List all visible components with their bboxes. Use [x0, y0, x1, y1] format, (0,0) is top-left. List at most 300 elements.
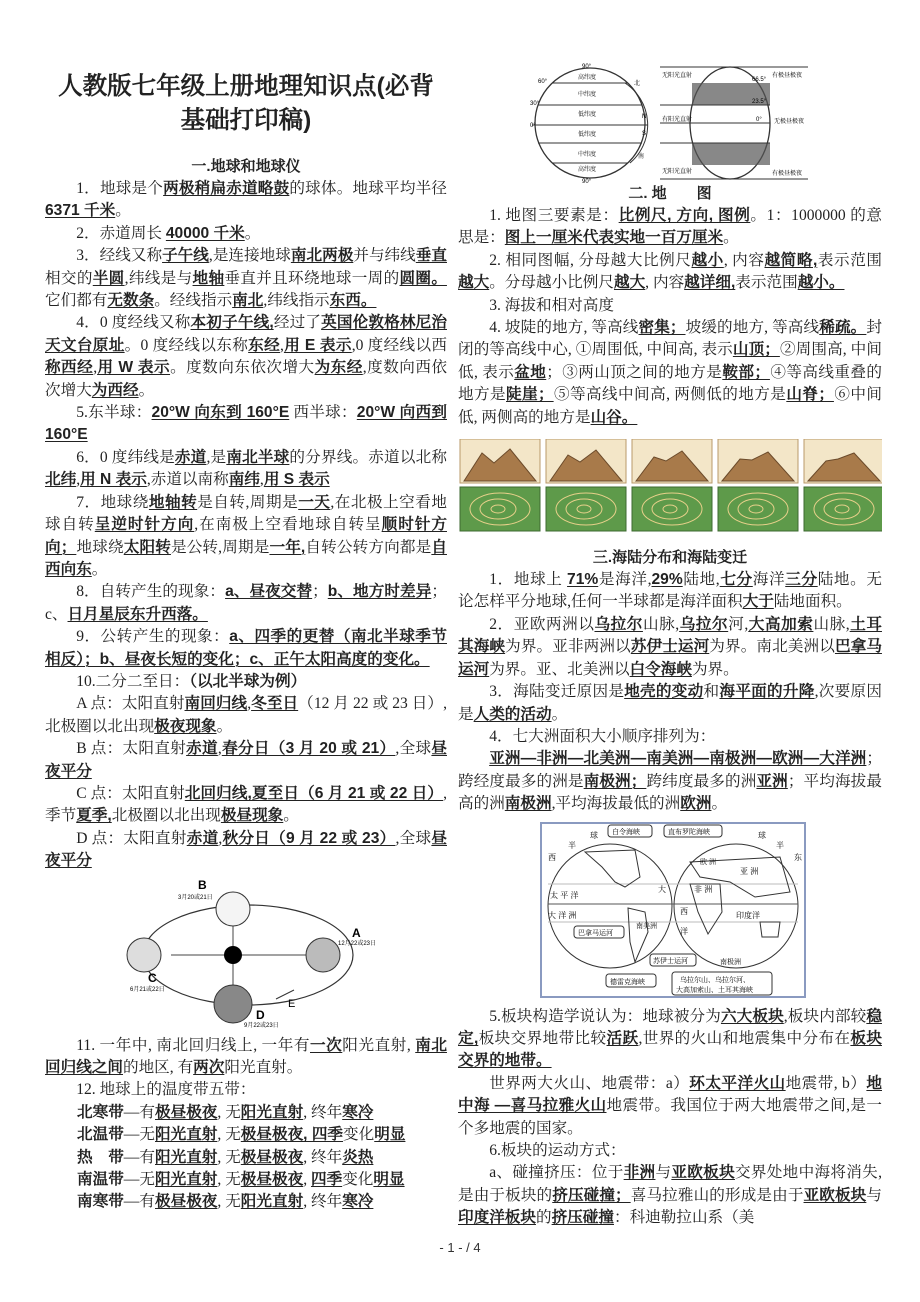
svg-text:30°: 30°: [530, 101, 540, 107]
body-text: 。: [216, 717, 233, 735]
body-text: 的球体。地球平均半径: [289, 180, 447, 197]
body-text: 变化: [343, 1126, 375, 1144]
key-term: 地壳的变动: [624, 683, 704, 701]
paragraph-point-b: [45, 738, 447, 783]
earth-orbit-figure: [116, 879, 376, 1029]
terrain-panel: [460, 439, 540, 531]
body-text: ,: [217, 740, 222, 758]
left-column: [45, 0, 447, 1214]
svg-text:大 洋 洲: 大 洋 洲: [548, 910, 577, 920]
body-text: , 内容: [645, 274, 685, 292]
body-text: 1．地球是个: [76, 180, 164, 197]
bold-text: 北温带: [77, 1126, 124, 1144]
body-text: 4. 坡陡的地方, 等高线: [489, 319, 639, 337]
key-term: 板块交界的地带。: [458, 1029, 882, 1070]
key-term: 极昼极夜: [155, 1103, 218, 1121]
key-term: 南北: [232, 292, 264, 310]
body-text: ④等高线重叠的地方是: [458, 363, 882, 404]
sun-icon: [224, 946, 242, 964]
body-text: 是公转,周期是: [170, 538, 270, 556]
terrain-panel: [546, 439, 626, 531]
body-text: 为界。亚、北美洲以: [489, 660, 630, 678]
zone-south-frigid: [45, 1191, 447, 1213]
svg-text:巴拿马运河: 巴拿马运河: [578, 929, 613, 937]
key-term: 两极稍扁赤道略鼓: [163, 180, 290, 197]
terrain-contour-figure: [458, 439, 882, 533]
svg-text:白令海峡: 白令海峡: [612, 828, 640, 836]
svg-text:0°: 0°: [756, 117, 762, 123]
key-term: 越大: [613, 274, 646, 292]
body-text: —有: [123, 1193, 155, 1211]
svg-text:中纬度: 中纬度: [578, 152, 597, 158]
zone-tropical: [45, 1147, 447, 1169]
key-term: 乌拉尔: [679, 615, 729, 633]
key-term: 赤道: [186, 740, 218, 758]
paragraph-point-d: [45, 828, 447, 873]
body-text: 的分界线。赤道以北称: [289, 448, 447, 466]
key-term: 亚欧板块: [671, 1164, 735, 1182]
body-text: ,全球: [395, 829, 432, 847]
svg-text:66.5°: 66.5°: [752, 77, 767, 83]
paragraph-rotation-effects: [45, 581, 447, 626]
key-term: 两次: [193, 1059, 225, 1076]
key-term: 冬至日: [251, 695, 299, 713]
paragraph-earth-shape: [45, 178, 447, 223]
key-term: 北纬: [45, 471, 77, 489]
body-text: 为界。亚非两洲以: [505, 638, 631, 656]
body-text: 北极圈以北出现: [111, 807, 221, 825]
body-text: —无: [123, 1171, 155, 1189]
body-text: 2．亚欧两洲以: [489, 615, 595, 633]
key-term: 赤道: [186, 829, 219, 847]
body-text: ,是: [206, 448, 227, 466]
right-column: [458, 0, 882, 1230]
svg-text:南: 南: [638, 154, 645, 160]
key-term: 日月星辰东升西落。: [67, 605, 208, 623]
body-text: 8．自转产生的现象：: [76, 583, 226, 601]
body-text: , 终年: [303, 1103, 343, 1121]
paragraph-altitude: [458, 295, 882, 317]
key-term: 春分日（3 月 20 或 21）: [221, 740, 396, 758]
svg-text:N: N: [642, 114, 647, 120]
body-text: ,度数向西依次增大: [45, 359, 447, 399]
key-term: 密集；: [638, 319, 686, 337]
body-text: —有: [123, 1103, 155, 1121]
svg-text:北: 北: [634, 81, 641, 87]
body-text: ,全球: [395, 740, 432, 758]
body-text: 10.二分二至日：: [76, 672, 190, 690]
paragraph-land-sea-change: [458, 681, 882, 726]
svg-text:高纬度: 高纬度: [578, 167, 597, 173]
key-term: 比例尺, 方向, 图例: [618, 207, 751, 224]
key-term: 秋分日（9 月 22 或 23）: [222, 829, 396, 847]
section-heading-maps: 二. 地 图: [628, 185, 712, 202]
body-text: ,是连接地球: [208, 247, 291, 265]
key-term: 南极洲: [504, 795, 552, 813]
body-text: 1．地球上: [489, 571, 568, 589]
body-text: 地震带, b）: [785, 1074, 867, 1092]
body-text: ；平均海拔最高的洲: [458, 772, 882, 813]
title-line-2: 基础打印稿): [180, 107, 312, 134]
paragraph-point-a: [45, 693, 447, 738]
body-text: 山脉,: [813, 615, 850, 633]
key-term: b、地方时差异: [327, 583, 432, 601]
body-text: ,平均海拔最低的洲: [551, 795, 681, 813]
orbit-label-a: A: [352, 925, 361, 940]
key-term: 鞍部；: [722, 363, 770, 381]
body-text: ,纬线指示: [263, 292, 330, 310]
body-text: B 点：太阳直射: [76, 740, 187, 758]
body-text: 西半球：: [289, 404, 357, 422]
key-term: 极昼极夜: [240, 1148, 304, 1166]
key-term: 阳光直射: [240, 1193, 304, 1211]
body-text: 封闭的等高线中心, ①周围低, 中间高, 表示: [458, 319, 882, 359]
zone-north-frigid: [45, 1102, 447, 1124]
key-term: 无数条: [107, 292, 155, 310]
body-text: 自转公转方向都是: [305, 538, 432, 556]
orbit-date-d: 9月22或23日: [244, 1022, 279, 1029]
body-text: 。: [91, 560, 108, 578]
svg-text:球: 球: [758, 830, 766, 840]
svg-text:亚 洲: 亚 洲: [740, 866, 759, 876]
key-term: 四季: [310, 1171, 343, 1189]
key-term: 南回归线: [184, 695, 248, 713]
globe-b: [216, 892, 250, 926]
key-term: 一次: [310, 1036, 343, 1054]
key-term: 一年,: [269, 538, 306, 556]
body-text: 6．0 度纬线是: [76, 448, 175, 466]
body-text: ,纬线是与: [124, 269, 193, 287]
body-text: 表示范围: [735, 274, 798, 292]
svg-text:23.5°: 23.5°: [752, 99, 767, 105]
svg-text:60°: 60°: [538, 79, 548, 85]
key-term: 大于: [742, 593, 774, 611]
svg-text:南美洲: 南美洲: [636, 922, 657, 930]
key-term: 人类的活动: [473, 705, 552, 723]
svg-text:有极昼极夜: 有极昼极夜: [772, 171, 803, 177]
body-text: 海洋: [752, 571, 786, 589]
key-term: 越小。: [797, 274, 845, 292]
body-text: 经过了: [273, 314, 322, 332]
svg-text:90°: 90°: [582, 179, 592, 183]
key-term: 越详细,: [684, 274, 736, 292]
body-text: 的: [535, 1209, 552, 1227]
key-term: 苏伊士运河: [630, 638, 710, 656]
body-text: 1. 地图三要素是：: [489, 207, 619, 224]
body-text: 相交的: [45, 269, 93, 287]
paragraph-prime-meridian: [45, 312, 447, 402]
key-term: 越小: [691, 251, 724, 269]
paragraph-equator: [45, 223, 447, 245]
body-text: ,: [259, 471, 264, 489]
body-text: ,季节: [45, 784, 447, 825]
body-text: 坡缓的地方, 等高线: [685, 319, 820, 337]
paragraph-rotation: [45, 492, 447, 582]
key-term: 本初子午线,: [190, 314, 274, 332]
key-term: 稳定,: [458, 1007, 882, 1047]
key-term: 南极洲；: [583, 772, 647, 790]
svg-text:90°: 90°: [582, 64, 592, 70]
latitude-zones-figure: [530, 63, 810, 183]
key-term: 挤压碰撞: [551, 1209, 614, 1227]
body-text: 。: [244, 224, 261, 242]
body-text: , 终年: [303, 1193, 343, 1211]
key-term: 土耳其海峡: [458, 615, 882, 656]
body-text: A 点：太阳直射: [76, 695, 185, 713]
paragraph-point-c: [45, 783, 447, 828]
key-term: 赤道: [174, 448, 207, 466]
svg-text:洋: 洋: [680, 926, 688, 936]
key-term: 陡崖；: [506, 386, 554, 404]
svg-text:德雷克海峡: 德雷克海峡: [610, 978, 645, 986]
body-text: 2. 相同图幅, 分母越大比例尺: [489, 251, 692, 269]
body-text: 地震带。我国位于两大地震带之间,是一个多地震的国家。: [458, 1097, 882, 1137]
body-text: ；c、: [45, 583, 447, 623]
body-text: , 内容: [723, 251, 765, 269]
zone-south-temperate: [45, 1169, 447, 1191]
svg-text:有阳光直射: 有阳光直射: [662, 117, 693, 123]
key-term: 6371 千米: [45, 202, 116, 220]
orbit-label-e: E: [288, 997, 296, 1010]
bold-text: （以北半球为例）: [189, 672, 307, 690]
section-heading-land-sea: 三.海陆分布和海陆变迁: [592, 549, 748, 567]
svg-text:大高加索山、土耳其海峡: 大高加索山、土耳其海峡: [676, 986, 753, 994]
body-text: D 点：太阳直射: [76, 829, 187, 847]
key-term: 阳光直射: [155, 1148, 218, 1166]
body-text: 地球绕: [76, 538, 124, 556]
body-text: 陆地,: [682, 571, 720, 589]
key-term: 极昼极夜: [240, 1171, 304, 1189]
svg-text:高纬度: 高纬度: [578, 75, 597, 81]
body-text: —无: [123, 1126, 155, 1144]
key-term: 极夜现象: [154, 717, 217, 735]
body-text: 3．海陆变迁原因是: [489, 683, 625, 701]
key-term: 寒冷: [342, 1103, 374, 1121]
body-text: ,: [280, 336, 284, 354]
body-text: 跨纬度最多的洲: [646, 772, 757, 790]
key-term: 乌拉尔: [594, 615, 643, 633]
key-term: 20°W 向西到 160°E: [45, 404, 447, 444]
key-term: 七分: [719, 571, 753, 589]
paragraph-plate-tectonics: [458, 1006, 882, 1073]
key-term: 阳光直射: [155, 1126, 218, 1144]
body-text: 。: [283, 807, 299, 825]
key-term: 海平面的升降: [719, 683, 815, 701]
orbit-label-b: B: [198, 878, 207, 892]
key-term: 山谷。: [590, 408, 638, 426]
svg-text:S: S: [642, 131, 647, 137]
key-term: 炎热: [342, 1148, 374, 1166]
body-text: 是海洋,: [598, 571, 652, 589]
body-text: 11. 一年中, 南北回归线上, 一年有: [76, 1036, 310, 1054]
key-term: 南北两极: [290, 247, 354, 265]
key-term: 用 W 表示: [97, 359, 171, 377]
body-text: 它们都有: [45, 292, 108, 310]
svg-text:欧 洲: 欧 洲: [700, 858, 716, 866]
body-text: ,0 度经线以西: [351, 336, 447, 354]
paragraph-map-elements: [458, 205, 882, 250]
body-text: 9．公转产生的现象：: [76, 628, 230, 646]
body-text: 为界。: [691, 660, 739, 678]
body-text: , 终年: [303, 1148, 343, 1166]
key-term: 71%: [567, 571, 599, 589]
key-term: a、四季的更替（南北半球季节相反）；b、昼夜长短的变化；c、正午太阳高度的变化。: [45, 628, 447, 668]
key-term: 20°W 向东到 160°E: [151, 404, 290, 422]
key-term: 极昼现象: [220, 807, 284, 825]
paragraph-plate-movement: [458, 1140, 882, 1162]
title-line-1: 人教版七年级上册地理知识点(必背: [58, 73, 434, 100]
body-text: 与: [655, 1164, 672, 1182]
svg-text:无阳光直射: 无阳光直射: [662, 73, 693, 79]
body-text: 3．经线又称: [76, 247, 163, 265]
paragraph-seismic-belts: [458, 1073, 882, 1140]
paragraph-hemispheres: [45, 402, 447, 447]
body-text: , 无: [217, 1148, 241, 1166]
body-text: , 无: [217, 1171, 241, 1189]
bold-text: 热 带: [77, 1148, 124, 1166]
key-term: 稀疏。: [819, 319, 867, 337]
body-text: ,世界的火山和地震集中分布在: [638, 1029, 851, 1047]
paragraph-continent-list: [458, 748, 882, 815]
body-text: —有: [123, 1148, 155, 1166]
body-text: 。: [551, 705, 568, 723]
body-text: ,赤道以南称: [146, 471, 229, 489]
paragraph-revolution-effects: [45, 626, 447, 671]
key-term: 东西。: [329, 292, 377, 310]
body-text: , 无: [217, 1126, 241, 1144]
key-term: 南北回归线之间: [45, 1036, 447, 1076]
section-heading-earth: 一.地球和地球仪: [191, 158, 301, 175]
svg-text:印度洋: 印度洋: [736, 910, 760, 920]
key-term: 地中海 —喜马拉雅火山: [458, 1074, 882, 1115]
body-text: 为界。南北美洲以: [709, 638, 835, 656]
key-term: 越简略,: [764, 251, 818, 269]
body-text: 表示范围: [817, 251, 882, 269]
key-term: 南北半球: [226, 448, 290, 466]
body-text: ,: [76, 471, 81, 489]
body-text: ,在南极上空看地球自转呈: [194, 516, 382, 534]
key-term: 极昼极夜, 四季: [240, 1126, 344, 1144]
orbit-label-c: C: [148, 970, 157, 985]
paragraph-land-sea-ratio: [458, 569, 882, 614]
svg-text:中纬度: 中纬度: [578, 92, 597, 98]
body-text: 喜马拉雅山的形成是由于: [630, 1186, 804, 1204]
body-text: 12. 地球上的温度带五带：: [76, 1081, 256, 1099]
key-term: 夏季,: [76, 807, 112, 825]
paragraph-direct-sunlight: [45, 1035, 447, 1080]
svg-text:太 平 洋: 太 平 洋: [550, 890, 579, 900]
bold-text: 南寒带: [77, 1193, 124, 1211]
body-text: （12 月 22 或 23 日）,北极圈以北出现: [45, 695, 447, 735]
paragraph-map-scale: [458, 250, 882, 295]
paragraph-latitude: [45, 447, 447, 492]
key-term: 盆地: [514, 363, 547, 381]
globe-a: [306, 938, 340, 972]
key-term: 环太平洋火山: [689, 1074, 786, 1092]
key-term: 活跃: [606, 1029, 639, 1047]
page-number: - 1 - / 4: [439, 1240, 481, 1255]
body-text: 。0 度经线以东称: [124, 336, 249, 354]
orbit-label-d: D: [256, 1007, 265, 1022]
body-text: ,: [93, 359, 98, 377]
zone-north-temperate: [45, 1124, 447, 1146]
key-term: 为西经: [91, 381, 139, 399]
paragraph-continent-order: [458, 726, 882, 748]
body-text: 陆地。无论怎样平分地球,任何一半球都是海洋面积: [458, 571, 882, 611]
body-text: 。分母越小比例尺: [489, 274, 614, 292]
svg-text:非 洲: 非 洲: [694, 884, 713, 894]
globe-c: [127, 938, 161, 972]
key-term: 英国伦敦格林尼治天文台原址: [45, 314, 447, 354]
key-term: 明显: [374, 1126, 406, 1144]
body-text: 2．赤道周长: [76, 224, 166, 242]
svg-text:乌拉尔山、乌拉尔河、: 乌拉尔山、乌拉尔河、: [680, 976, 750, 984]
body-text: ⑥中间低, 两侧高的地方是: [458, 386, 882, 426]
key-term: 印度洋板块: [458, 1209, 536, 1227]
body-text: ；: [312, 583, 328, 601]
body-text: 的地区, 有: [122, 1059, 194, 1076]
key-term: 用 S 表示: [263, 471, 330, 489]
key-term: 明显: [373, 1171, 405, 1189]
orbit-date-b: 3月20或21日: [178, 894, 213, 901]
body-text: ：科迪勒拉山系（美: [613, 1209, 755, 1227]
key-term: 寒冷: [342, 1193, 374, 1211]
body-text: ,次要原因是: [458, 683, 882, 723]
key-term: 昼夜平分: [45, 829, 447, 870]
body-text: 。: [723, 229, 739, 247]
svg-text:东: 东: [794, 852, 802, 862]
key-term: 极昼极夜: [155, 1193, 218, 1211]
key-term: 山脊；: [786, 386, 834, 404]
body-text: 。度数向东依次增大: [170, 359, 315, 377]
terrain-panel: [718, 439, 798, 531]
body-text: 世界两大火山、地震带：a）: [489, 1074, 690, 1092]
key-term: 自西向东: [45, 538, 447, 578]
body-text: ,在北极上空看地球自转: [45, 493, 447, 534]
key-term: 40000 千米: [165, 224, 245, 242]
key-term: 用 E 表示: [283, 336, 352, 354]
body-text: 阳光直射,: [342, 1036, 416, 1054]
key-term: 称西经: [45, 359, 94, 377]
body-text: 。: [115, 202, 131, 220]
svg-text:有极昼极夜: 有极昼极夜: [772, 73, 803, 79]
bold-text: 南温带: [77, 1171, 124, 1189]
svg-text:南极洲: 南极洲: [720, 958, 741, 966]
terrain-panel: [632, 439, 712, 531]
key-term: 圆圈。: [399, 269, 447, 287]
body-text: ,板块内部较: [783, 1007, 867, 1025]
key-term: 图上一厘米代表实地一百万厘米: [504, 229, 724, 247]
paragraph-meridians: [45, 245, 447, 312]
key-term: 南纬: [228, 471, 260, 489]
svg-text:无极昼极夜: 无极昼极夜: [774, 119, 805, 125]
body-text: ②周围高, 中间低, 表示: [458, 341, 882, 381]
body-text: 。: [138, 381, 155, 399]
body-text: 阳光直射。: [224, 1059, 303, 1076]
body-text: 4．0 度经线又称: [76, 314, 191, 332]
bold-text: 北寒带: [77, 1103, 124, 1121]
body-text: , 无: [217, 1193, 241, 1211]
paragraph-solstices: [45, 671, 447, 693]
key-term: 北回归线,夏至日（6 月 21 或 22 日）: [184, 784, 444, 802]
body-text: 6.板块的运动方式：: [489, 1141, 626, 1159]
key-term: 呈逆时针方向: [94, 516, 195, 534]
body-text: 。1：1000000 的意思是：: [458, 207, 882, 247]
svg-text:低纬度: 低纬度: [578, 112, 597, 118]
body-text: 3. 海拔和相对高度: [489, 296, 614, 314]
body-text: ,: [247, 695, 252, 713]
body-text: 并与纬线: [353, 247, 416, 265]
